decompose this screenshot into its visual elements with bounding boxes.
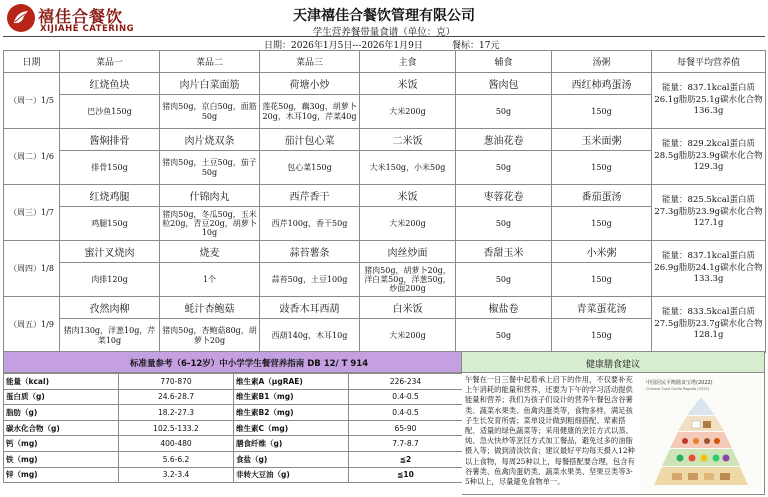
day-label: （周五）1/9 [4,297,60,353]
soup-name: 西红柿鸡蛋汤 [552,73,652,95]
nutrient-label: 非转大豆油（g) [234,467,349,483]
side-ingredients: 50g [456,263,552,297]
soup-name: 青菜蛋花汤 [552,297,652,319]
menu-row-thursday-ingredients [4,263,766,297]
menu-row-monday-names [4,73,766,95]
bread-icon [688,473,698,480]
side-name: 枣蓉花卷 [456,185,552,207]
day-label: （周四）1/8 [4,241,60,297]
standard-row [4,451,463,467]
dish-ingredients: 排骨150g [60,151,160,185]
staple-name: 米饭 [360,185,456,207]
dish-ingredients: 肉排120g [60,263,160,297]
dish-name: 蜜汁叉烧肉 [60,241,160,263]
nutrient-value: 65-90 [349,420,463,436]
staple-name: 白米饭 [360,297,456,319]
nutrient-label: 食盐（g) [234,451,349,467]
potato-icon [720,473,730,480]
side-ingredients: 50g [456,319,552,353]
dish-ingredients: 猪肉50g，冬瓜50g，玉米粒20g，青豆20g，胡萝卜10g [160,207,260,241]
nutrient-value: ≦10 [349,467,463,483]
soup-ingredients: 150g [552,263,652,297]
staple-name: 肉丝炒面 [360,241,456,263]
grain-icon [672,473,682,480]
dish-name: 孜然肉柳 [60,297,160,319]
dish-name: 红烧鱼块 [60,73,160,95]
staple-ingredients: 大米200g [360,95,456,129]
poultry-icon [714,438,720,444]
side-ingredients: 50g [456,151,552,185]
dish-ingredients: 蒜苔50g，土豆100g [260,263,360,297]
nutrient-value: 0.4-0.5 [349,405,463,421]
side-ingredients: 50g [456,95,552,129]
nutrition-summary: 能量：833.5kcal蛋白质27.5g脂肪23.7g碳水化合物128.1g [652,297,766,353]
dish-ingredients: 西葫140g，木耳10g [260,319,360,353]
pagoda-tier-meat [670,432,732,448]
nutrient-value: 3.2-3.4 [119,467,234,483]
pagoda-subtitle: Chinese Food Guide Pagoda (2022) [646,387,710,391]
nutrient-label: 维生素A（μgRAE) [234,374,349,390]
col-header-nutrition: 每餐平均营养值 [652,51,766,73]
standard-reference-banner [3,351,462,373]
nuts-icon [703,421,711,428]
nutrient-label: 锌（mg) [4,467,119,483]
side-ingredients: 50g [456,207,552,241]
menu-table [3,50,766,353]
soup-name: 番茄蛋汤 [552,185,652,207]
nutrient-label: 铁（mg) [4,451,119,467]
nutrient-value: 7.7-8.7 [349,436,463,452]
nutrient-value: 226-234 [349,374,463,390]
dish-name: 烧麦 [160,241,260,263]
nutrition-summary: 能量：825.5kcal蛋白质27.3g脂肪23.9g碳水化合物127.1g [652,185,766,241]
soup-name: 玉米面粥 [552,129,652,151]
fish-icon [704,438,710,444]
pagoda-tier-grains [654,467,748,485]
soup-ingredients: 150g [552,151,652,185]
nutrient-value: ≦2 [349,451,463,467]
side-name: 香甜玉米 [456,241,552,263]
header [0,0,768,52]
dish-name: 荷塘小炒 [260,73,360,95]
nutrition-summary: 能量：829.2kcal蛋白质28.5g脂肪23.9g碳水化合物129.3g [652,129,766,185]
nutrient-label: 维生素B1（mg) [234,389,349,405]
pagoda-title: 中国居民平衡膳食宝塔(2022) [646,380,713,386]
staple-ingredients: 大米200g [360,319,456,353]
egg-icon [693,438,699,444]
standard-row [4,467,463,483]
menu-row-thursday-names [4,241,766,263]
company-name: 天津禧佳合餐饮管理有限公司 [293,8,475,24]
col-header-dish1: 菜品一 [60,51,160,73]
col-header-dish3: 菜品三 [260,51,360,73]
day-label: （周一）1/5 [4,73,60,129]
standard-reference-table [3,373,463,483]
col-header-side: 辅食 [456,51,552,73]
dish-name: 肉片烧双条 [160,129,260,151]
dish-ingredients: 猪肉50g，京白50g，面筋50g [160,95,260,129]
dish-ingredients: 鸡腿150g [60,207,160,241]
day-label: （周三）1/7 [4,185,60,241]
nutrient-value: 5.6-6.2 [119,451,234,467]
nutrient-label: 蛋白质（g) [4,389,119,405]
advice-header [462,351,765,373]
dish-ingredients: 西芹100g，香干50g [260,207,360,241]
dish-name: 茄汁包心菜 [260,129,360,151]
nutrient-value: 0.4-0.5 [349,389,463,405]
menu-header-row [4,51,766,73]
dish-ingredients: 1个 [160,263,260,297]
side-name: 椒盐卷 [456,297,552,319]
rice-icon [704,473,714,480]
dish-name: 酱焖排骨 [60,129,160,151]
staple-ingredients: 猪肉50g，胡萝卜20g，洋白菜50g，洋葱50g，炒面200g [360,263,456,297]
col-header-soup: 汤粥 [552,51,652,73]
standard-row [4,436,463,452]
standard-reference-title: 标准量参考（6-12岁）中小学学生餐营养指南 DB 12/ T 914 [130,359,369,369]
dish-ingredients: 猪肉50g，土豆50g，茄子50g [160,151,260,185]
fruit-icon [701,455,708,462]
dish-name: 什锦肉丸 [160,185,260,207]
milk-icon [692,421,700,428]
soup-ingredients: 150g [552,319,652,353]
advice-panel [462,373,765,495]
advice-title: 健康膳食建议 [585,360,640,370]
menu-row-wednesday-names [4,185,766,207]
menu-row-wednesday-ingredients [4,207,766,241]
meat-icon [682,438,688,444]
logo-text-en: XIJIAHE CATERING [40,24,135,34]
nutrient-label: 维生素C（mg) [234,420,349,436]
menu-row-monday-ingredients [4,95,766,129]
menu-row-friday-ingredients [4,319,766,353]
nutrient-label: 膳食纤维（g) [234,436,349,452]
advice-text: 午餐在一日三餐中起着承上启下的作用，不仅要补充上午消耗的能量和营养，还要为下午的学习活动提供能量和营养；我们为孩子们设计的营养午餐包含谷薯类、蔬菜水果类、鱼禽肉蛋类等，食物多样，满足孩子生长发育所需；菜单设计做到粗细搭配、荤素搭配、适量的绿色蔬菜等；采用健康的烹饪方式以蒸、炖、急火快炒等烹饪方式加工餐品，避免过多的油脂摄入等；做到清淡饮食；建议最好平均每天摄入12种以上食物，每周25种以上，每餐搭配要合理，包含有谷薯类、鱼禽肉蛋奶类、蔬菜水果类、坚果豆类等3-5种以上，尽量避免食物单一。 [465,375,635,487]
vegetable-icon [677,455,684,462]
standard-row [4,374,463,390]
dish-ingredients: 巴沙鱼150g [60,95,160,129]
staple-name: 米饭 [360,73,456,95]
nutrient-label: 脂肪（g) [4,405,119,421]
col-header-dish2: 菜品二 [160,51,260,73]
menu-row-tuesday-names [4,129,766,151]
dish-name: 蚝汁杏鲍菇 [160,297,260,319]
date-range: 日期：2026年1月5日---2026年1月9日 [264,41,423,51]
fruit-icon [689,455,696,462]
vegetable-icon [713,455,720,462]
fruit-icon [723,455,730,462]
soup-ingredients: 150g [552,207,652,241]
soup-ingredients: 150g [552,95,652,129]
standard-row [4,405,463,421]
nutrient-value: 102.5-133.2 [119,420,234,436]
logo-text-cn: 禧佳合餐饮 [38,7,124,26]
food-pagoda-graphic [640,375,762,493]
nutrient-label: 钙（mg) [4,436,119,452]
col-header-date: 日期 [4,51,60,73]
menu-row-tuesday-ingredients [4,151,766,185]
side-name: 葱油花卷 [456,129,552,151]
soup-name: 小米粥 [552,241,652,263]
nutrient-label: 碳水化合物（g) [4,420,119,436]
nutrient-label: 能量（kcal) [4,374,119,390]
nutrient-value: 770-870 [119,374,234,390]
dish-name: 豉香木耳西葫 [260,297,360,319]
col-header-staple: 主食 [360,51,456,73]
nutrition-summary: 能量：837.1kcal蛋白质26.9g脂肪24.1g碳水化合物133.3g [652,241,766,297]
nutrient-value: 24.6-28.7 [119,389,234,405]
meal-price: 餐标：17元 [452,41,500,51]
dish-ingredients: 莲花50g，藕30g，胡萝卜20g，木耳10g，芹菜40g [260,95,360,129]
standard-row [4,420,463,436]
nutrient-label: 维生素B2（mg) [234,405,349,421]
dish-ingredients: 猪肉130g，洋葱10g，芹菜10g [60,319,160,353]
dish-name: 肉片白菜面筋 [160,73,260,95]
side-name: 酱肉包 [456,73,552,95]
day-label: （周二）1/6 [4,129,60,185]
nutrient-value: 18.2-27.3 [119,405,234,421]
dish-ingredients: 猪肉50g，杏鲍菇80g，胡萝卜20g [160,319,260,353]
dish-name: 红烧鸡腿 [60,185,160,207]
menu-row-friday-names [4,297,766,319]
staple-ingredients: 大米150g，小米50g [360,151,456,185]
dish-ingredients: 包心菜150g [260,151,360,185]
staple-ingredients: 大米200g [360,207,456,241]
document-subtitle: 学生营养餐带量食谱（单位：克） [312,27,456,38]
staple-name: 二米饭 [360,129,456,151]
standard-row [4,389,463,405]
nutrition-summary: 能量：837.1kcal蛋白质26.1g脂肪25.1g碳水化合物136.3g [652,73,766,129]
nutrient-value: 400-480 [119,436,234,452]
dish-name: 蒜苔薯条 [260,241,360,263]
header-divider [3,36,765,37]
dish-name: 西芹香干 [260,185,360,207]
